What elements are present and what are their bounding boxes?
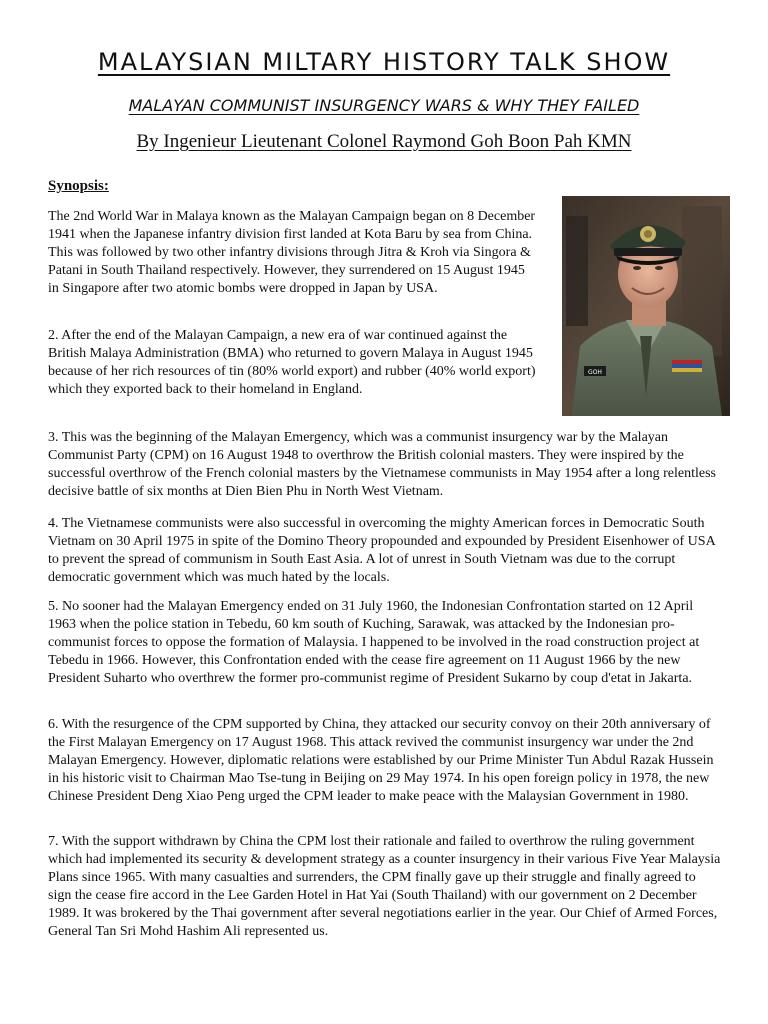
- author-byline: By Ingenieur Lieutenant Colonel Raymond Goh Boon Pah KMN: [136, 131, 632, 152]
- portrait-illustration: [562, 196, 730, 416]
- officer-portrait-photo: [562, 196, 730, 416]
- page-subtitle: MALAYAN COMMUNIST INSURGENCY WARS & WHY THEY FAILED: [128, 96, 640, 115]
- paragraph-4: 4. The Vietnamese communists were also successful in overcoming the mighty American forces in Democratic South Vietnam on 30 April 1975 in spite of the Domino Theory propounded and expounded by President Eisenhower of USA to prevent the spread of communism in South East Asia. A lot of unrest in South Vietnam was due to the corrupt democratic government which was much hated by the locals.: [48, 516, 715, 585]
- paragraph-1: The 2nd World War in Malaya known as the Malayan Campaign began on 8 December 1941 when the Japanese infantry division first landed at Kota Baru by sea from China. This was followed by two other infantry divisions through Jitra & Kroh via Singora & Patani in South Thailand respectively. However, they surrendered on 15 August 1945 in Singapore after two atomic bombs were dropped in Japan by USA.: [48, 209, 536, 296]
- page-title: MALAYSIAN MILTARY HISTORY TALK SHOW: [97, 48, 671, 76]
- paragraph-3: 3. This was the beginning of the Malayan Emergency, which was a communist insurgency war by the Malayan Communist Party (CPM) on 16 August 1948 to overthrow the British colonial masters. They were inspired by the successful overthrow of the French colonial masters by the Vietnamese communists in May 1954 after a long relentless decisive battle of six months at Dien Bien Phu in North West Vietnam.: [48, 430, 717, 499]
- paragraph-7: 7. With the support withdrawn by China the CPM lost their rationale and failed to overthrow the ruling government which had implemented its security & development strategy as a counter insurgency in their various Five Year Malaysia Plans since 1965. With many casualties and surrenders, the CPM finally gave up their struggle and finally agreed to sign the cease fire accord in the Lee Garden Hotel in Hat Yai (South Thailand) with our government on 2 December 1989. It was brokered by the Thai government after several negotiations earlier in the year. Our Chief of Armed Forces, General Tan Sri Mohd Hashim Ali represented us.: [48, 834, 721, 939]
- synopsis-heading: Synopsis:: [48, 178, 109, 194]
- name-tag-text: GOH: [588, 369, 602, 376]
- paragraph-5: 5. No sooner had the Malayan Emergency ended on 31 July 1960, the Indonesian Confrontation started on 12 April 1963 when the police station in Tebedu, 60 km south of Kuching, Sarawak, was attacked by the Indonesian pro-communist forces to oppose the formation of Malaysia. I happened to be involved in the road construction project at Tebedu in 1966. However, this Confrontation ended with the cease fire agreement on 11 August 1966 by the new President Suharto who overthrew the former pro-communist regime of President Sukarno by coup d'etat in Jakarta.: [48, 599, 700, 686]
- paragraph-6: 6. With the resurgence of the CPM supported by China, they attacked our security convoy on their 20th anniversary of the First Malayan Emergency on 17 August 1968. This attack revived the communist insurgency war under the 2nd Malayan Emergency. However, diplomatic relations were established by our Prime Minister Tun Abdul Razak Hussein in his historic visit to Chairman Mao Tse-tung in Beijing on 29 May 1974. In his open foreign policy in 1978, the new Chinese President Deng Xiao Peng urged the CPM leader to make peace with the Malaysian Government in 1980.: [48, 717, 714, 804]
- paragraph-2: 2. After the end of the Malayan Campaign, a new era of war continued against the British Malaya Administration (BMA) who returned to govern Malaya in August 1945 because of her rich resources of tin (80% world export) and rubber (40% world export) which they exported back to their homeland in England.: [48, 328, 536, 397]
